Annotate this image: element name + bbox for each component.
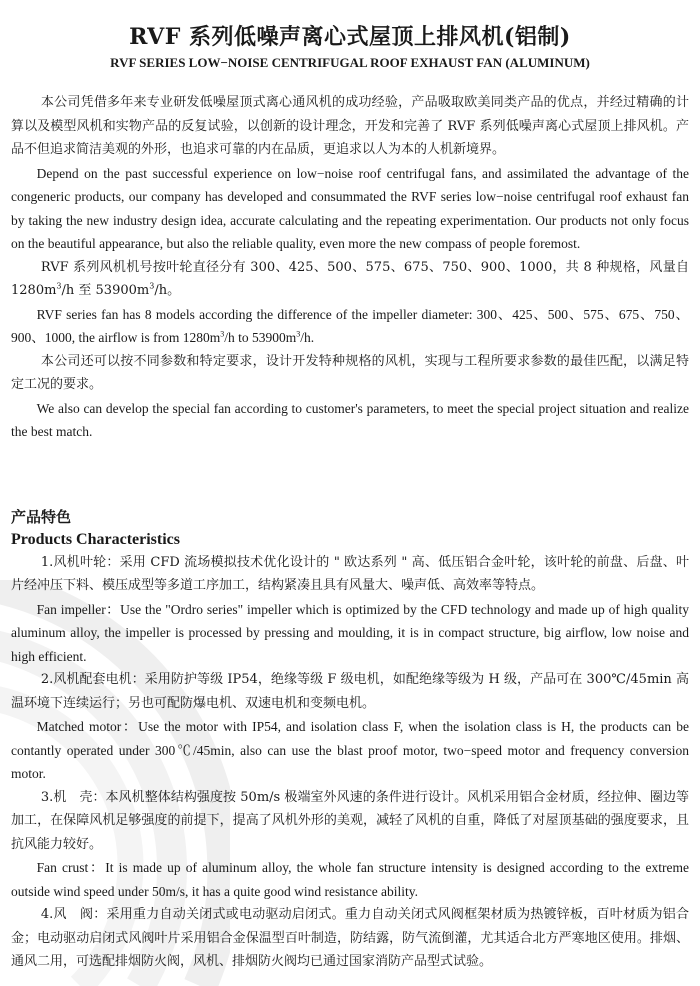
feature-crust-cn: 3.机 壳：本风机整体结构强度按 50m/s 极端室外风速的条件进行设计。风机采用铝合金材质，经拉伸、圈边等加工，在保障风机足够强度的前提下，提高了风机外形的美观，减轻了风机的自重，降低了对屋顶基础的强度要求，且抗风能力较好。 [11, 789, 689, 852]
feature-valve-cn: 4.风 阀：采用重力自动关闭式或电动驱动启闭式。重力自动关闭式风阀框架材质为热镀锌板，百叶材质为铝合金；电动驱动启闭式风阀叶片采用铝合金保温型百叶制造，防结露，防气流倒灌，尤其适合北方严寒地区使用。排烟、通风二用，可选配排烟防火阀，风机、排烟防火阀均已通过国家消防产品型式试验。 [11, 907, 689, 969]
intro-section [11, 91, 689, 444]
section-heading-en: Products Characteristics [11, 530, 180, 548]
models-paragraph-cn: RVF 系列风机机号按叶轮直径分有 300、425、500、575、675、750、900、1000，共 8 种规格，风量自 $1280m^3/h$ 至 $53900m^3/h$。 [11, 259, 689, 298]
feature-motor-en: Matched motor：Use the motor with IP54, and isolation class F, when the isolation class is H, the products can be contantly operated under 300℃/45min, also can use the blast proof motor, two−speed motor and frequency conversion motor. [11, 719, 689, 781]
models-paragraph-en: RVF series fan has 8 models according the difference of the impeller diameter: 300、425、500、575、675、750、900、1000, the airflow is from $1280m^3/h$ to $53900m^3/h$. [11, 306, 689, 345]
document-page [0, 20, 700, 974]
feature-impeller-cn: 1.风机叶轮：采用 CFD 流场模拟技术优化设计的 " 欧达系列 " 高、低压铝合金叶轮，该叶轮的前盘、后盘、叶片经冲压下料、模压成型等多道工序加工，结构紧凑且具有风量大、噪声低、高效率等特点。 [11, 554, 689, 593]
section-heading-cn: 产品特色 [11, 507, 72, 526]
intro-paragraph-en: Depend on the past successful experience on low−noise roof centrifugal fans, and assimilated the advantage of the congeneric products, our company has developed and consummated the RVF series low−noise centrifugal roof exhaust fan by taking the new industry design idea, accurate calculating and the repeating experimentation. Our products not only focus on the beautiful appearance, but also the reliable quality, even more the new compass of people foremost. [11, 165, 689, 251]
title-chinese: RVF 系列低噪声离心式屋顶上排风机(铝制) [129, 24, 571, 50]
feature-impeller-en: Fan impeller：Use the "Ordro series" impeller which is optimized by the CFD technology and made up of high quality aluminum alloy, the impeller is processed by pressing and moulding, it is in compact structure, big airflow, low noise and high efficient. [11, 601, 689, 664]
custom-paragraph-en: We also can develop the special fan according to customer's parameters, to meet the special project situation and realize the best match. [11, 400, 689, 439]
custom-paragraph-cn: 本公司还可以按不同参数和特定要求，设计开发特种规格的风机，实现与工程所要求参数的最佳匹配，以满足特定工况的要求。 [11, 353, 689, 392]
intro-paragraph-cn: 本公司凭借多年来专业研发低噪屋顶式离心通风机的成功经验，产品吸取欧美同类产品的优点，并经过精确的计算以及模型风机和实物产品的反复试验，以创新的设计理念，开发和完善了 RVF 系列低噪声离心式屋顶上排风机。产品不但追求简洁美观的外形，也追求可靠的内在品质，更追求以人为本的人机新境界。 [11, 95, 689, 157]
feature-motor-cn: 2.风机配套电机：采用防护等级 IP54，绝缘等级 F 级电机，如配绝缘等级为 H 级，产品可在 300℃/45min 高温环境下连续运行；另也可配防爆电机、双速电机和变频电机。 [11, 672, 689, 711]
feature-crust-en: Fan crust：It is made up of aluminum alloy, the whole fan structure intensity is designed according to the extreme outside wind speed under 50m/s, it has a quite good wind resistance ability. [11, 860, 689, 899]
title-english: RVF SERIES LOW−NOISE CENTRIFUGAL ROOF EXHAUST FAN (ALUMINUM) [110, 55, 590, 70]
